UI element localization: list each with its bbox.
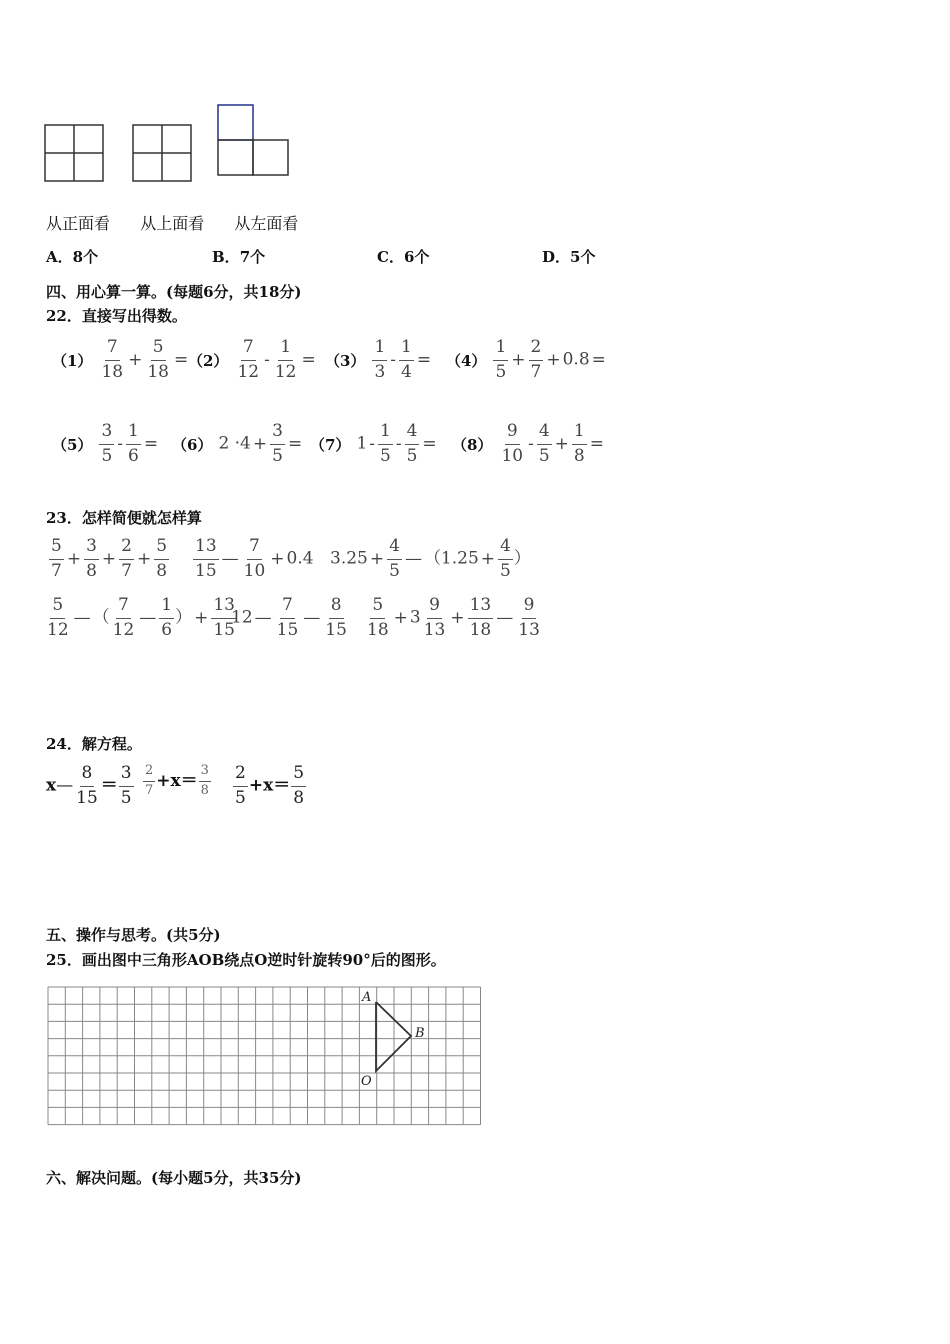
left-view-shape <box>218 105 288 175</box>
grid-lines <box>48 987 481 1125</box>
q22-heading: 22．直接写出得数。 <box>46 307 187 325</box>
front-view-grid <box>45 125 103 181</box>
view-labels <box>46 211 298 234</box>
choice-d[interactable]: D．5个 <box>542 248 596 266</box>
three-views-figure <box>40 100 300 190</box>
q22-item-5: （5） $\frac{3}{5}$ - $\frac{1}{6}$ = <box>52 421 159 466</box>
point-o-label: O <box>361 1074 372 1089</box>
q23-expr-4: $\frac{5}{12}$ — （ $\frac{7}{12}$ — $\frac{1}{6}$ ） + $\frac{13}{15}$ <box>47 595 235 640</box>
choice-a[interactable]: A．8个 <box>46 248 99 266</box>
q25-heading: 25．画出图中三角形AOB绕点O逆时针旋转90°后的图形。 <box>46 951 446 969</box>
q23-heading: 23．怎样简便就怎样算 <box>46 509 202 527</box>
top-view-label: 从上面看 <box>140 214 205 233</box>
point-a-label: A <box>362 990 372 1005</box>
choice-c[interactable]: C．6个 <box>377 248 430 266</box>
q23-expr-1: $\frac{5}{7}$ + $\frac{3}{8}$ + $\frac{2}{7}$ + $\frac{5}{8}$ <box>51 536 168 581</box>
front-view-label: 从正面看 <box>46 214 111 233</box>
top-view-grid <box>133 125 191 181</box>
q22-item-8: （8） $\frac{9}{10}$ - $\frac{4}{5}$ + $\frac{1}{8}$ = <box>452 421 604 466</box>
section6-title: 六、解决问题。(每小题5分，共35分) <box>46 1169 302 1187</box>
section4-title: 四、用心算一算。(每题6分，共18分) <box>46 283 302 301</box>
q22-item-3: （3） $\frac{1}{3}$ - $\frac{1}{4}$ = <box>325 337 432 382</box>
q24-heading: 24．解方程。 <box>46 735 142 753</box>
q22-item-6: （6） 2 ·4 + $\frac{3}{5}$ = <box>172 421 303 466</box>
q22-item-7: （7） 1 - $\frac{1}{5}$ - $\frac{4}{5}$ = <box>310 421 437 466</box>
q22-item-1: （1） $\frac{7}{18}$ + $\frac{5}{18}$ = <box>52 337 189 382</box>
point-b-label: B <box>415 1026 425 1041</box>
q22-item-4: （4） $\frac{1}{5}$ + $\frac{2}{7}$ + 0.8 = <box>446 337 606 382</box>
q23-expr-3: 3.25 + $\frac{4}{5}$ — （1.25 + $\frac{4}{5}$ ） <box>330 536 531 581</box>
q23-expr-2: $\frac{13}{15}$ — $\frac{7}{10}$ + 0.4 <box>195 536 314 581</box>
q24-equation-2: $\frac{2}{7}$ +x＝ $\frac{3}{8}$ <box>145 763 209 798</box>
section5-title: 五、操作与思考。(共5分) <box>46 926 221 944</box>
q24-equation-1: x— $\frac{8}{15}$ ＝ $\frac{3}{5}$ <box>46 763 132 808</box>
q23-expr-5: 12 — $\frac{7}{15}$ — $\frac{8}{15}$ <box>231 595 347 640</box>
q24-equation-3: $\frac{2}{5}$ +x＝ $\frac{5}{8}$ <box>235 763 305 808</box>
q23-expr-6: $\frac{5}{18}$ + 3 $\frac{9}{13}$ + $\frac{13}{18}$ — $\frac{9}{13}$ <box>367 595 540 640</box>
choice-b[interactable]: B．7个 <box>212 248 266 266</box>
q22-item-2: （2） $\frac{7}{12}$ - $\frac{1}{12}$ = <box>188 337 316 382</box>
left-view-label: 从左面看 <box>234 214 299 233</box>
rotation-grid <box>46 985 482 1129</box>
